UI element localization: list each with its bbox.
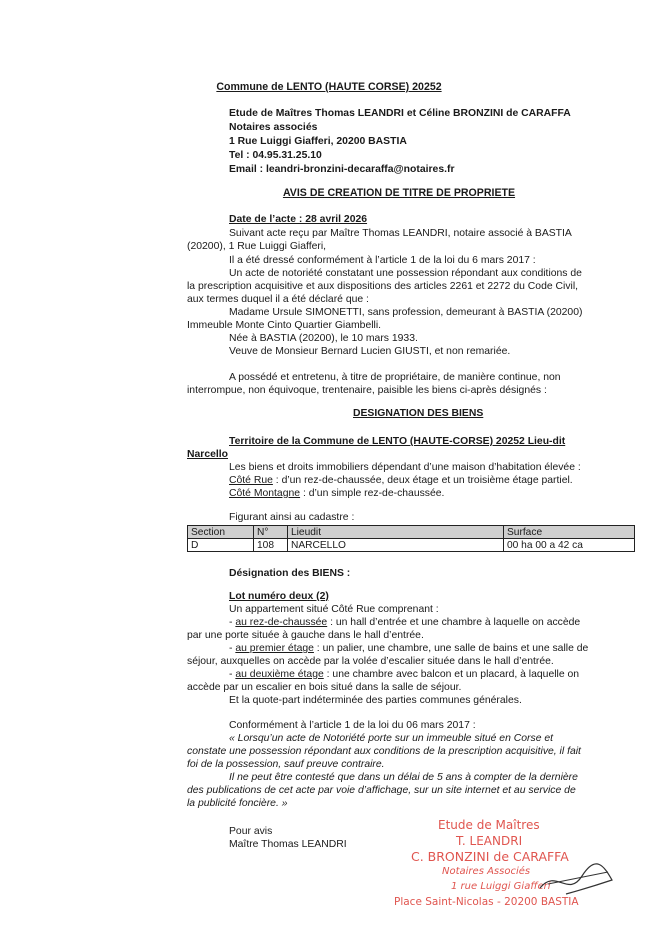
col-surface: Surface	[504, 526, 635, 539]
stamp-line1: Etude de Maîtres	[438, 818, 540, 832]
rdc-line1: - au rez-de-chaussée : un hall d’entrée et une chambre à laquelle on accède	[229, 617, 581, 628]
acte-p2: Il a été dressé conformément à l’article 1 de la loi du 6 mars 2017 :	[229, 255, 536, 266]
cote-montagne-label: Côté Montagne	[229, 488, 301, 499]
acte-p1-l1: Suivant acte reçu par Maître Thomas LEANDRI, notaire associé à BASTIA	[229, 228, 572, 239]
acte-p3-l3: aux termes duquel il a été déclaré que :	[187, 294, 369, 305]
rdc-label: au rez-de-chaussée	[235, 617, 328, 628]
stamp-line2: T. LEANDRI	[456, 834, 523, 848]
acte-p7-l1: A possédé et entretenu, à titre de propriétaire, de manière continue, non	[229, 372, 561, 383]
etude-email: Email : leandri-bronzini-decaraffa@notaires.fr	[229, 164, 455, 175]
cote-rue-line	[229, 475, 573, 486]
col-numero: N°	[254, 526, 288, 539]
col-section: Section	[188, 526, 254, 539]
etude-tel: Tel : 04.95.31.25.10	[229, 150, 322, 161]
territoire-l2: Narcello	[187, 449, 229, 460]
rdc-line2: par une porte située à gauche dans le hall d’entrée.	[187, 630, 424, 641]
acte-p4-l1: Madame Ursule SIMONETTI, sans profession, demeurant à BASTIA (20200)	[229, 307, 583, 318]
e1-line2: séjour, auxquelles on accède par la volée d’escalier située dans le hall d’entrée.	[187, 656, 554, 667]
e1-label: au premier étage	[235, 643, 314, 654]
biens-heading: Désignation des BIENS :	[229, 568, 351, 579]
date-acte: Date de l’acte : 28 avril 2026	[229, 214, 368, 225]
conformement-intro: Conformément à l’article 1 de la loi du 06 mars 2017 :	[229, 720, 476, 731]
stamp-line5: 1 rue Luiggi Giafferi	[451, 881, 551, 892]
acte-p5: Née à BASTIA (20200), le 10 mars 1933.	[229, 333, 418, 344]
cell-lieudit: NARCELLO	[288, 539, 504, 552]
designation-desc: Les biens et droits immobiliers dépendant d’une maison d’habitation élevée :	[229, 462, 581, 473]
table-row	[188, 539, 635, 552]
stamp-line4: Notaires Associés	[442, 866, 531, 877]
acte-p7-l2: interrompue, non équivoque, trentenaire, paisible les biens ci-après désignés :	[187, 385, 547, 396]
acte-p3-l2: la prescription acquisitive et aux dispositions des articles 2261 et 2272 du Code Civil,	[187, 281, 579, 292]
e1-text-l1: : un palier, une chambre, une salle de bains et une salle de	[313, 643, 589, 654]
col-lieudit: Lieudit	[288, 526, 504, 539]
notaires-associes: Notaires associés	[229, 122, 318, 133]
e2-line2: accède par un escalier en bois situé dans la salle de séjour.	[187, 682, 462, 693]
designation-heading: DESIGNATION DES BIENS	[353, 408, 484, 419]
quote1-l2: constate une possession répondant aux conditions de la prescription acquisitive, il fait	[187, 746, 581, 757]
cell-surface: 00 ha 00 a 42 ca	[504, 539, 635, 552]
quote1-l1: « Lorsqu’un acte de Notoriété porte sur un immeuble situé en Corse et	[229, 733, 554, 744]
etude-address: 1 Rue Luiggi Giafferi, 20200 BASTIA	[229, 136, 407, 147]
e2-text-l1: : une chambre avec balcon et un placard, à laquelle on	[323, 669, 580, 680]
etude-name: Etude de Maîtres Thomas LEANDRI et Céline BRONZINI de CARAFFA	[229, 108, 571, 119]
cell-numero: 108	[254, 539, 288, 552]
stamp-line3: C. BRONZINI de CARAFFA	[411, 849, 569, 864]
acte-p6: Veuve de Monsieur Bernard Lucien GIUSTI, et non remariée.	[229, 346, 511, 357]
acte-p3-l1: Un acte de notoriété constatant une possession répondant aux conditions de	[229, 268, 582, 279]
lot-intro: Un appartement situé Côté Rue comprenant :	[229, 604, 439, 615]
territoire-l1: Territoire de la Commune de LENTO (HAUTE-CORSE) 20252 Lieu-dit	[229, 436, 566, 447]
cadastre-header-row	[188, 526, 635, 539]
cote-rue-text: : d’un rez-de-chaussée, deux étage et un troisième étage partiel.	[272, 475, 573, 486]
acte-p1-l2: (20200), 1 Rue Luiggi Giafferi,	[187, 241, 327, 252]
quote2-l2: des publications de cet acte par voie d’affichage, sur un site internet et au service de	[187, 785, 576, 796]
cote-montagne-text: : d’un simple rez-de-chaussée.	[300, 488, 445, 499]
cadastre-table	[187, 525, 635, 552]
cell-section: D	[188, 539, 254, 552]
cadastre-intro: Figurant ainsi au cadastre :	[229, 512, 355, 523]
quote2-l1: Il ne peut être contesté que dans un délai de 5 ans à compter de la dernière	[229, 772, 578, 783]
stamp-line6: Place Saint-Nicolas - 20200 BASTIA	[394, 896, 579, 908]
e2-line1: - au deuxième étage : une chambre avec balcon et un placard, à laquelle on	[229, 669, 580, 680]
lot-label: Lot numéro deux (2)	[229, 591, 329, 602]
handwritten-signature	[538, 858, 618, 902]
quote1-l3: foi de la possession, sauf preuve contraire.	[187, 759, 385, 770]
rdc-text-l1: : un hall d’entrée et une chambre à laquelle on accède	[327, 617, 581, 628]
commune-title: Commune de LENTO (HAUTE CORSE) 20252	[216, 81, 442, 93]
cote-rue-label: Côté Rue	[229, 475, 273, 486]
avis-title: AVIS DE CREATION DE TITRE DE PROPRIETE	[282, 187, 516, 199]
acte-p4-l2: Immeuble Monte Cinto Quartier Giambelli.	[187, 320, 382, 331]
e1-line1: - au premier étage : un palier, une chambre, une salle de bains et une salle de	[229, 643, 589, 654]
quote2-l3: la publicité foncière. »	[187, 798, 288, 809]
pour-avis: Pour avis	[229, 826, 273, 837]
maitre-signature: Maître Thomas LEANDRI	[229, 839, 347, 850]
quote-part: Et la quote-part indéterminée des parties communes générales.	[229, 695, 522, 706]
e2-label: au deuxième étage	[235, 669, 324, 680]
cote-montagne-line	[229, 488, 444, 499]
